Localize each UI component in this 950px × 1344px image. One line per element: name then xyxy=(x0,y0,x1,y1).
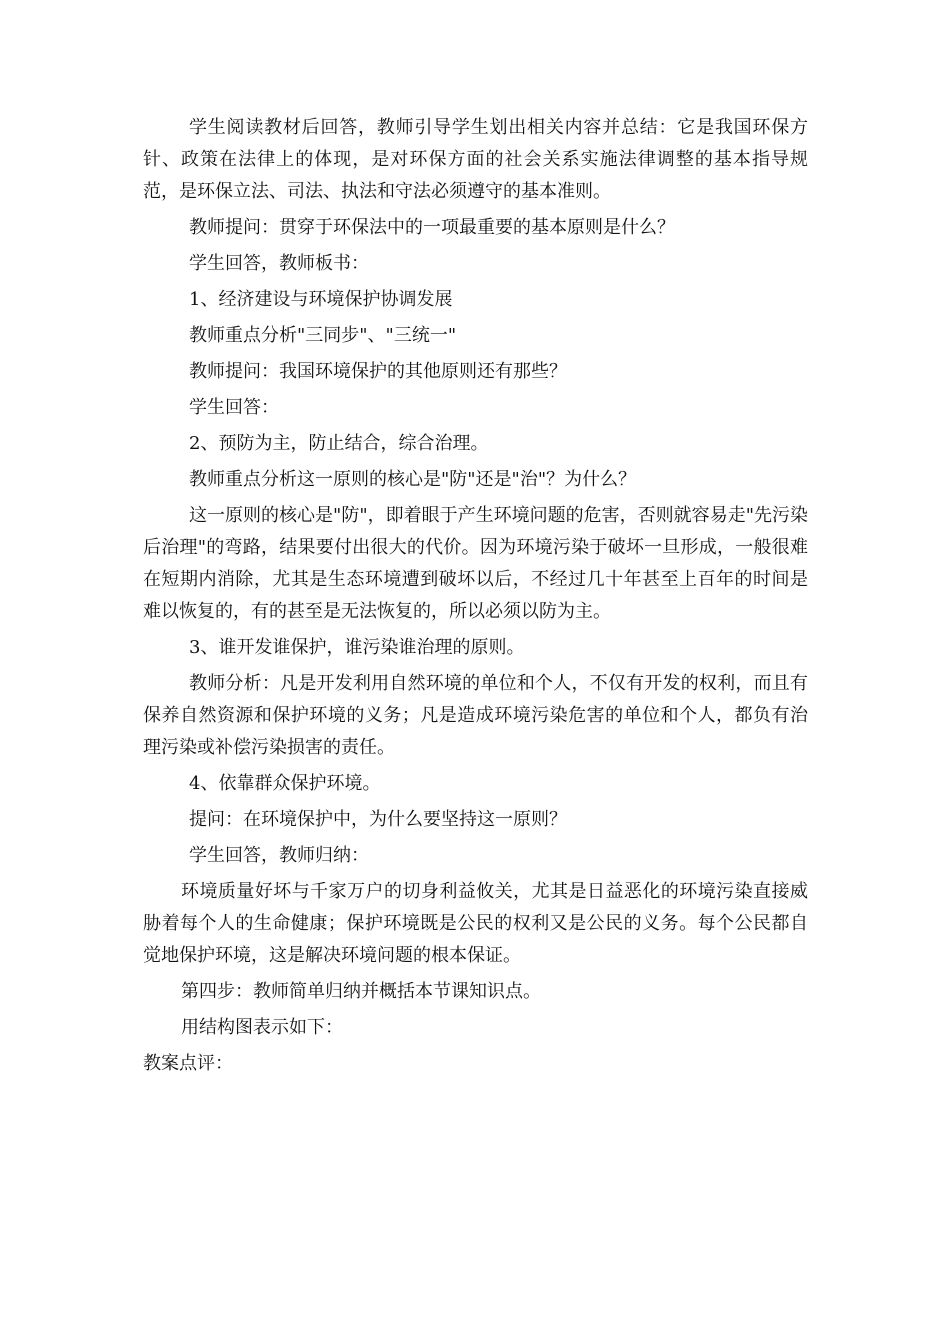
paragraph-teacher-question-2: 教师提问：我国环境保护的其他原则还有那些？ xyxy=(189,361,567,382)
paragraph-question-4: 提问：在环境保护中，为什么要坚持这一原则？ xyxy=(189,809,567,830)
paragraph-student-answer-2: 学生回答： xyxy=(189,397,279,418)
paragraph-conclusion: 环境质量好坏与千家万户的切身利益攸关，尤其是日益恶化的环境污染直接威胁着每个人的生命健康；保护环境既是公民的权利又是公民的义务。每个公民都自觉地保护环境，这是解决环境问题的根本保证。 xyxy=(143,881,808,966)
paragraph-structure-diagram: 用结构图表示如下： xyxy=(181,1017,343,1038)
paragraph-student-answer-4: 学生回答，教师归纳： xyxy=(189,845,369,866)
paragraph-principle-3: 3、谁开发谁保护，谁污染谁治理的原则。 xyxy=(189,637,525,658)
paragraph-principle-4: 4、依靠群众保护环境。 xyxy=(189,773,381,794)
document-body xyxy=(143,112,808,1084)
paragraph-core-explanation: 这一原则的核心是"防"，即着眼于产生环境问题的危害，否则就容易走"先污染后治理"的弯路，结果要付出很大的代价。因为环境污染于破坏一旦形成，一般很难在短期内消除，尤其是生态环境遭到破坏以后，不经过几十年甚至上百年的时间是难以恢复的，有的甚至是无法恢复的，所以必须以防为主。 xyxy=(143,505,808,622)
paragraph-lesson-review: 教案点评： xyxy=(143,1053,233,1074)
paragraph-student-answer-1: 学生回答，教师板书： xyxy=(189,253,369,274)
paragraph-teacher-analysis-3: 教师分析：凡是开发利用自然环境的单位和个人，不仅有开发的权利，而且有保养自然资源和保护环境的义务；凡是造成环境污染危害的单位和个人，都负有治理污染或补偿污染损害的责任。 xyxy=(143,673,808,758)
paragraph-summary: 学生阅读教材后回答，教师引导学生划出相关内容并总结：它是我国环保方针、政策在法律上的体现，是对环保方面的社会关系实施法律调整的基本指导规范，是环保立法、司法、执法和守法必须遵守的基本准则。 xyxy=(143,117,808,202)
paragraph-principle-1: 1、经济建设与环境保护协调发展 xyxy=(189,289,453,310)
paragraph-analysis-2: 教师重点分析这一原则的核心是"防"还是"治"？为什么？ xyxy=(189,469,637,490)
paragraph-teacher-question-1: 教师提问：贯穿于环保法中的一项最重要的基本原则是什么？ xyxy=(189,217,675,238)
paragraph-step-four: 第四步：教师简单归纳并概括本节课知识点。 xyxy=(181,981,541,1002)
paragraph-analysis-1: 教师重点分析"三同步"、"三统一" xyxy=(189,325,457,346)
paragraph-principle-2: 2、预防为主，防止结合，综合治理。 xyxy=(189,433,489,454)
